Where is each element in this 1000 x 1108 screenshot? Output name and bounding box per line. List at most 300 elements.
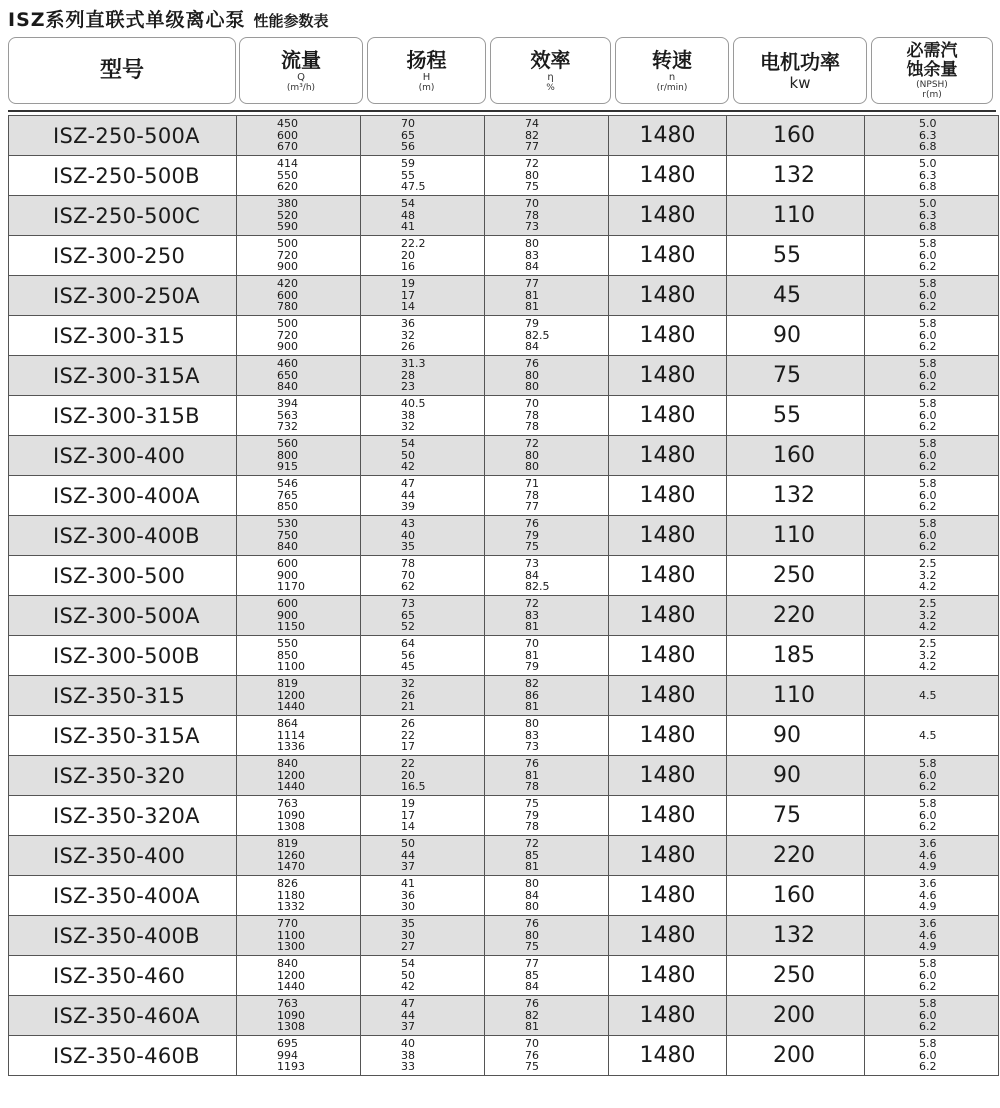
flow-value: 600 xyxy=(277,557,298,571)
model-cell: ISZ-300-500B xyxy=(9,636,237,676)
npsh-cell xyxy=(865,156,999,196)
efficiency-value: 78 xyxy=(525,208,539,222)
model-cell: ISZ-300-315A xyxy=(9,356,237,396)
model-cell: ISZ-300-250 xyxy=(9,236,237,276)
npsh-cell xyxy=(865,356,999,396)
header-flow xyxy=(239,37,363,104)
npsh-value: 5.8 xyxy=(919,997,937,1011)
head-value: 54 xyxy=(401,197,415,211)
flow-value: 763 xyxy=(277,997,298,1011)
npsh-value: 6.2 xyxy=(919,460,937,474)
npsh-value: 6.2 xyxy=(919,980,937,994)
power-cell: 75 xyxy=(727,796,865,836)
efficiency-cell xyxy=(485,556,609,596)
efficiency-value: 80 xyxy=(525,380,539,394)
head-cell xyxy=(361,956,485,996)
table-row xyxy=(9,636,999,676)
head-value: 26 xyxy=(401,688,415,702)
power-cell: 55 xyxy=(727,236,865,276)
power-cell: 200 xyxy=(727,1036,865,1076)
efficiency-value: 75 xyxy=(525,540,539,554)
table-row xyxy=(9,996,999,1036)
head-value: 36 xyxy=(401,317,415,331)
npsh-value: 4.5 xyxy=(919,688,937,702)
model-cell: ISZ-350-460B xyxy=(9,1036,237,1076)
npsh-cell xyxy=(865,476,999,516)
head-value: 65 xyxy=(401,608,415,622)
header-power-label: 电机功率 xyxy=(760,49,840,74)
efficiency-value: 79 xyxy=(525,808,539,822)
npsh-value: 5.8 xyxy=(919,277,937,291)
flow-cell xyxy=(237,996,361,1036)
model-cell: ISZ-350-320 xyxy=(9,756,237,796)
table-row xyxy=(9,276,999,316)
npsh-value: 5.8 xyxy=(919,437,937,451)
head-value: 50 xyxy=(401,448,415,462)
model-cell: ISZ-300-250A xyxy=(9,276,237,316)
efficiency-cell xyxy=(485,596,609,636)
flow-cell xyxy=(237,116,361,156)
npsh-cell xyxy=(865,236,999,276)
flow-value: 530 xyxy=(277,517,298,531)
npsh-value: 6.2 xyxy=(919,540,937,554)
head-value: 22 xyxy=(401,757,415,771)
speed-cell: 1480 xyxy=(609,116,727,156)
efficiency-value: 82.5 xyxy=(525,328,550,342)
power-cell: 160 xyxy=(727,876,865,916)
speed-cell: 1480 xyxy=(609,756,727,796)
head-value: 73 xyxy=(401,597,415,611)
efficiency-value: 75 xyxy=(525,797,539,811)
efficiency-cell xyxy=(485,396,609,436)
flow-value: 840 xyxy=(277,380,298,394)
model-cell: ISZ-300-500A xyxy=(9,596,237,636)
head-value: 27 xyxy=(401,940,415,954)
power-cell: 110 xyxy=(727,516,865,556)
npsh-value: 5.8 xyxy=(919,317,937,331)
efficiency-value: 80 xyxy=(525,717,539,731)
head-value: 41 xyxy=(401,877,415,891)
header-flow-symbol: Q xyxy=(297,71,305,83)
npsh-value: 5.8 xyxy=(919,477,937,491)
head-value: 33 xyxy=(401,1060,415,1074)
flow-value: 414 xyxy=(277,157,298,171)
model-cell: ISZ-250-500A xyxy=(9,116,237,156)
flow-value: 864 xyxy=(277,717,298,731)
head-cell xyxy=(361,876,485,916)
efficiency-value: 73 xyxy=(525,557,539,571)
flow-value: 1090 xyxy=(277,1008,305,1022)
speed-cell: 1480 xyxy=(609,556,727,596)
npsh-cell xyxy=(865,956,999,996)
flow-value: 900 xyxy=(277,608,298,622)
npsh-value: 6.0 xyxy=(919,408,937,422)
head-cell xyxy=(361,516,485,556)
flow-value: 819 xyxy=(277,677,298,691)
model-cell: ISZ-350-315 xyxy=(9,676,237,716)
efficiency-value: 81 xyxy=(525,648,539,662)
flow-value: 770 xyxy=(277,917,298,931)
flow-value: 520 xyxy=(277,208,298,222)
power-cell: 132 xyxy=(727,156,865,196)
efficiency-value: 75 xyxy=(525,180,539,194)
header-head-unit: (m) xyxy=(418,82,435,93)
flow-cell xyxy=(237,876,361,916)
head-cell xyxy=(361,596,485,636)
efficiency-cell xyxy=(485,476,609,516)
flow-value: 1100 xyxy=(277,928,305,942)
head-value: 65 xyxy=(401,128,415,142)
efficiency-value: 84 xyxy=(525,340,539,354)
npsh-value: 5.0 xyxy=(919,157,937,171)
efficiency-value: 80 xyxy=(525,460,539,474)
efficiency-value: 80 xyxy=(525,900,539,914)
efficiency-value: 81 xyxy=(525,768,539,782)
efficiency-value: 72 xyxy=(525,437,539,451)
head-value: 31.3 xyxy=(401,357,426,371)
efficiency-value: 82 xyxy=(525,1008,539,1022)
head-value: 52 xyxy=(401,620,415,634)
flow-value: 1200 xyxy=(277,688,305,702)
npsh-value: 6.2 xyxy=(919,420,937,434)
performance-table xyxy=(8,115,999,1076)
head-cell xyxy=(361,756,485,796)
head-value: 35 xyxy=(401,917,415,931)
flow-value: 915 xyxy=(277,460,298,474)
header-speed-unit: (r/min) xyxy=(656,82,688,93)
efficiency-value: 85 xyxy=(525,848,539,862)
speed-cell: 1480 xyxy=(609,236,727,276)
efficiency-value: 80 xyxy=(525,448,539,462)
header-npsh-label-1: 必需汽 xyxy=(906,40,958,61)
flow-cell xyxy=(237,276,361,316)
table-row xyxy=(9,716,999,756)
head-value: 17 xyxy=(401,288,415,302)
model-cell: ISZ-350-315A xyxy=(9,716,237,756)
efficiency-cell xyxy=(485,516,609,556)
efficiency-value: 79 xyxy=(525,317,539,331)
head-value: 40.5 xyxy=(401,397,426,411)
npsh-value: 6.2 xyxy=(919,300,937,314)
head-value: 56 xyxy=(401,140,415,154)
npsh-value: 5.0 xyxy=(919,117,937,131)
power-cell: 90 xyxy=(727,316,865,356)
flow-value: 460 xyxy=(277,357,298,371)
power-cell: 160 xyxy=(727,116,865,156)
flow-value: 840 xyxy=(277,957,298,971)
npsh-value: 5.8 xyxy=(919,797,937,811)
flow-value: 800 xyxy=(277,448,298,462)
head-value: 19 xyxy=(401,797,415,811)
head-value: 41 xyxy=(401,220,415,234)
efficiency-value: 81 xyxy=(525,700,539,714)
npsh-value: 3.6 xyxy=(919,877,937,891)
head-value: 22.2 xyxy=(401,237,426,251)
head-value: 44 xyxy=(401,848,415,862)
flow-cell xyxy=(237,156,361,196)
table-row xyxy=(9,876,999,916)
npsh-value: 6.8 xyxy=(919,180,937,194)
efficiency-cell xyxy=(485,1036,609,1076)
speed-cell: 1480 xyxy=(609,876,727,916)
efficiency-value: 84 xyxy=(525,980,539,994)
efficiency-value: 78 xyxy=(525,408,539,422)
header-flow-label: 流量 xyxy=(281,47,321,72)
flow-value: 780 xyxy=(277,300,298,314)
efficiency-value: 81 xyxy=(525,1020,539,1034)
flow-value: 850 xyxy=(277,648,298,662)
header-efficiency-symbol: η xyxy=(547,71,554,83)
flow-cell xyxy=(237,196,361,236)
head-value: 64 xyxy=(401,637,415,651)
head-cell xyxy=(361,316,485,356)
efficiency-value: 70 xyxy=(525,1037,539,1051)
flow-cell xyxy=(237,676,361,716)
head-value: 59 xyxy=(401,157,415,171)
efficiency-value: 80 xyxy=(525,368,539,382)
head-value: 36 xyxy=(401,888,415,902)
npsh-cell xyxy=(865,556,999,596)
header-power xyxy=(733,37,867,104)
efficiency-value: 77 xyxy=(525,500,539,514)
head-value: 47.5 xyxy=(401,180,426,194)
model-cell: ISZ-350-320A xyxy=(9,796,237,836)
npsh-value: 6.3 xyxy=(919,128,937,142)
efficiency-value: 72 xyxy=(525,157,539,171)
head-cell xyxy=(361,796,485,836)
head-value: 16.5 xyxy=(401,780,426,794)
efficiency-cell xyxy=(485,196,609,236)
flow-cell xyxy=(237,316,361,356)
efficiency-cell xyxy=(485,356,609,396)
flow-cell xyxy=(237,836,361,876)
efficiency-value: 83 xyxy=(525,608,539,622)
npsh-value: 2.5 xyxy=(919,557,937,571)
speed-cell: 1480 xyxy=(609,396,727,436)
flow-value: 763 xyxy=(277,797,298,811)
power-cell: 160 xyxy=(727,436,865,476)
model-cell: ISZ-350-400B xyxy=(9,916,237,956)
npsh-value: 4.9 xyxy=(919,900,937,914)
flow-value: 500 xyxy=(277,317,298,331)
npsh-value: 6.0 xyxy=(919,808,937,822)
header-speed xyxy=(615,37,729,104)
flow-value: 600 xyxy=(277,288,298,302)
power-cell: 90 xyxy=(727,716,865,756)
header-efficiency-unit: % xyxy=(546,82,555,93)
table-row xyxy=(9,916,999,956)
npsh-value: 3.2 xyxy=(919,608,937,622)
npsh-cell xyxy=(865,716,999,756)
head-cell xyxy=(361,196,485,236)
head-value: 37 xyxy=(401,860,415,874)
efficiency-value: 73 xyxy=(525,220,539,234)
efficiency-value: 85 xyxy=(525,968,539,982)
head-cell xyxy=(361,836,485,876)
efficiency-value: 79 xyxy=(525,660,539,674)
flow-value: 420 xyxy=(277,277,298,291)
speed-cell: 1480 xyxy=(609,676,727,716)
efficiency-value: 84 xyxy=(525,260,539,274)
npsh-value: 4.6 xyxy=(919,848,937,862)
efficiency-value: 80 xyxy=(525,877,539,891)
header-divider xyxy=(8,110,996,112)
npsh-value: 5.8 xyxy=(919,757,937,771)
flow-value: 650 xyxy=(277,368,298,382)
efficiency-value: 76 xyxy=(525,757,539,771)
npsh-cell xyxy=(865,796,999,836)
flow-cell xyxy=(237,396,361,436)
power-cell: 200 xyxy=(727,996,865,1036)
npsh-cell xyxy=(865,196,999,236)
npsh-value: 6.0 xyxy=(919,528,937,542)
npsh-cell xyxy=(865,276,999,316)
efficiency-cell xyxy=(485,276,609,316)
npsh-value: 4.2 xyxy=(919,580,937,594)
head-cell xyxy=(361,236,485,276)
header-npsh-label-2: 蚀余量 xyxy=(906,59,958,80)
model-cell: ISZ-250-500C xyxy=(9,196,237,236)
flow-value: 394 xyxy=(277,397,298,411)
table-row xyxy=(9,436,999,476)
head-value: 37 xyxy=(401,1020,415,1034)
efficiency-value: 76 xyxy=(525,357,539,371)
power-cell: 75 xyxy=(727,356,865,396)
flow-cell xyxy=(237,556,361,596)
flow-value: 1114 xyxy=(277,728,305,742)
header-npsh xyxy=(871,37,993,104)
efficiency-value: 78 xyxy=(525,488,539,502)
head-cell xyxy=(361,116,485,156)
flow-value: 563 xyxy=(277,408,298,422)
table-row xyxy=(9,196,999,236)
efficiency-value: 77 xyxy=(525,957,539,971)
npsh-value: 6.3 xyxy=(919,208,937,222)
flow-value: 600 xyxy=(277,597,298,611)
npsh-value: 5.0 xyxy=(919,197,937,211)
efficiency-value: 75 xyxy=(525,940,539,954)
head-value: 48 xyxy=(401,208,415,222)
head-value: 22 xyxy=(401,728,415,742)
head-value: 26 xyxy=(401,340,415,354)
flow-cell xyxy=(237,756,361,796)
table-row xyxy=(9,796,999,836)
head-value: 38 xyxy=(401,1048,415,1062)
speed-cell: 1480 xyxy=(609,196,727,236)
npsh-value: 6.0 xyxy=(919,968,937,982)
table-row xyxy=(9,676,999,716)
header-model xyxy=(8,37,236,104)
npsh-value: 4.2 xyxy=(919,620,937,634)
efficiency-value: 75 xyxy=(525,1060,539,1074)
speed-cell: 1480 xyxy=(609,516,727,556)
flow-value: 550 xyxy=(277,637,298,651)
head-value: 70 xyxy=(401,117,415,131)
head-value: 23 xyxy=(401,380,415,394)
efficiency-value: 81 xyxy=(525,300,539,314)
efficiency-cell xyxy=(485,236,609,276)
table-row xyxy=(9,596,999,636)
head-value: 20 xyxy=(401,768,415,782)
npsh-cell xyxy=(865,836,999,876)
speed-cell: 1480 xyxy=(609,996,727,1036)
npsh-value: 6.0 xyxy=(919,448,937,462)
table-row xyxy=(9,516,999,556)
speed-cell: 1480 xyxy=(609,476,727,516)
head-value: 44 xyxy=(401,488,415,502)
efficiency-value: 78 xyxy=(525,420,539,434)
flow-value: 850 xyxy=(277,500,298,514)
efficiency-value: 70 xyxy=(525,197,539,211)
power-cell: 185 xyxy=(727,636,865,676)
npsh-value: 5.8 xyxy=(919,517,937,531)
npsh-value: 6.0 xyxy=(919,488,937,502)
efficiency-cell xyxy=(485,116,609,156)
efficiency-value: 76 xyxy=(525,517,539,531)
power-cell: 250 xyxy=(727,956,865,996)
model-cell: ISZ-300-500 xyxy=(9,556,237,596)
flow-cell xyxy=(237,236,361,276)
head-cell xyxy=(361,1036,485,1076)
efficiency-value: 71 xyxy=(525,477,539,491)
flow-value: 900 xyxy=(277,568,298,582)
flow-cell xyxy=(237,716,361,756)
header-speed-label: 转速 xyxy=(652,47,692,72)
head-value: 30 xyxy=(401,928,415,942)
power-cell: 132 xyxy=(727,916,865,956)
npsh-value: 4.2 xyxy=(919,660,937,674)
flow-value: 900 xyxy=(277,340,298,354)
speed-cell: 1480 xyxy=(609,596,727,636)
efficiency-cell xyxy=(485,876,609,916)
table-row xyxy=(9,1036,999,1076)
flow-value: 1336 xyxy=(277,740,305,754)
efficiency-value: 80 xyxy=(525,237,539,251)
header-power-unit: kw xyxy=(789,73,811,92)
flow-value: 546 xyxy=(277,477,298,491)
efficiency-cell xyxy=(485,956,609,996)
flow-cell xyxy=(237,796,361,836)
head-value: 78 xyxy=(401,557,415,571)
flow-value: 1200 xyxy=(277,768,305,782)
efficiency-cell xyxy=(485,796,609,836)
efficiency-value: 82.5 xyxy=(525,580,550,594)
npsh-cell xyxy=(865,316,999,356)
power-cell: 220 xyxy=(727,836,865,876)
header-npsh-unit: r(m) xyxy=(922,89,942,100)
head-value: 40 xyxy=(401,528,415,542)
npsh-value: 6.0 xyxy=(919,288,937,302)
header-efficiency xyxy=(490,37,611,104)
model-cell: ISZ-350-400 xyxy=(9,836,237,876)
npsh-value: 6.2 xyxy=(919,500,937,514)
efficiency-value: 77 xyxy=(525,277,539,291)
table-row xyxy=(9,156,999,196)
npsh-cell xyxy=(865,596,999,636)
flow-value: 450 xyxy=(277,117,298,131)
speed-cell: 1480 xyxy=(609,1036,727,1076)
head-cell xyxy=(361,556,485,596)
flow-cell xyxy=(237,636,361,676)
npsh-value: 4.6 xyxy=(919,928,937,942)
flow-cell xyxy=(237,436,361,476)
head-cell xyxy=(361,276,485,316)
head-cell xyxy=(361,476,485,516)
speed-cell: 1480 xyxy=(609,636,727,676)
efficiency-cell xyxy=(485,716,609,756)
efficiency-value: 77 xyxy=(525,140,539,154)
npsh-value: 6.0 xyxy=(919,1048,937,1062)
